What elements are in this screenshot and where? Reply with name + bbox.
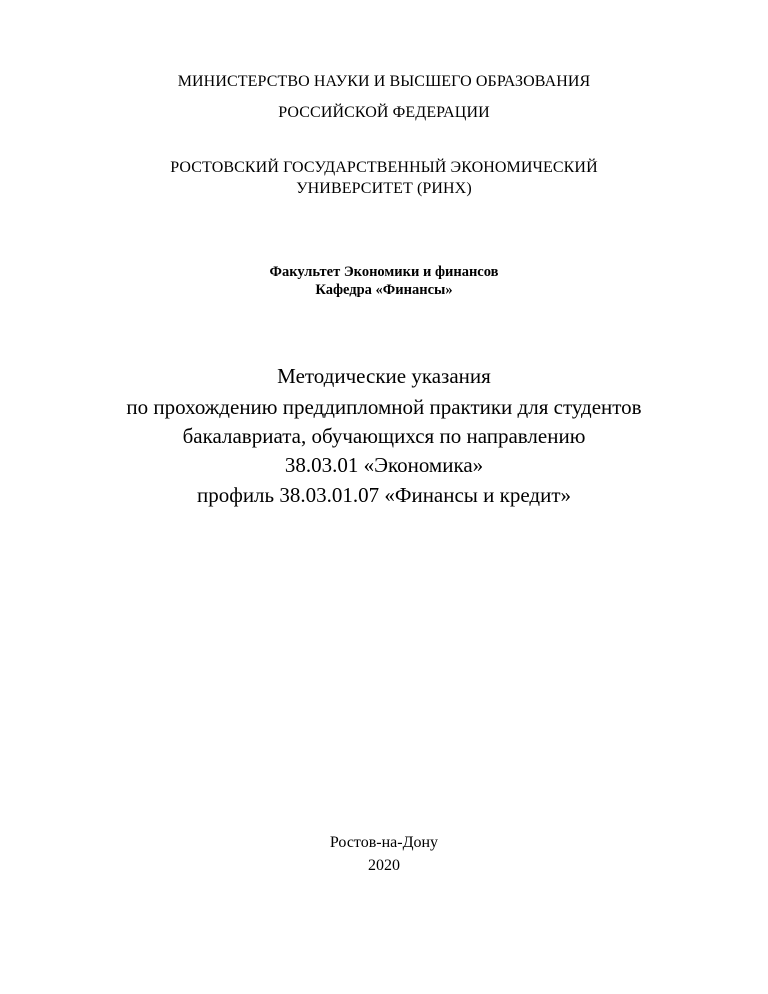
university-line-2: УНИВЕРСИТЕТ (РИНХ) bbox=[296, 180, 472, 197]
city: Ростов-на-Дону bbox=[329, 834, 439, 851]
ministry-line-1: МИНИСТЕРСТВО НАУКИ И ВЫСШЕГО ОБРАЗОВАНИЯ bbox=[177, 73, 591, 90]
title-line-2: по прохождению преддипломной практики для студентов bbox=[126, 395, 642, 419]
university-line-1: РОСТОВСКИЙ ГОСУДАРСТВЕННЫЙ ЭКОНОМИЧЕСКИЙ bbox=[170, 159, 598, 176]
title-line-1: Методические указания bbox=[277, 364, 491, 388]
title-line-3: бакалавриата, обучающихся по направлению bbox=[182, 424, 586, 448]
title-line-5: профиль 38.03.01.07 «Финансы и кредит» bbox=[196, 483, 572, 507]
year: 2020 bbox=[368, 857, 400, 874]
department-name: Кафедра «Финансы» bbox=[315, 282, 453, 298]
ministry-line-2: РОССИЙСКОЙ ФЕДЕРАЦИИ bbox=[278, 104, 490, 121]
title-line-4: 38.03.01 «Экономика» bbox=[284, 453, 484, 477]
faculty-name: Факультет Экономики и финансов bbox=[269, 264, 499, 280]
